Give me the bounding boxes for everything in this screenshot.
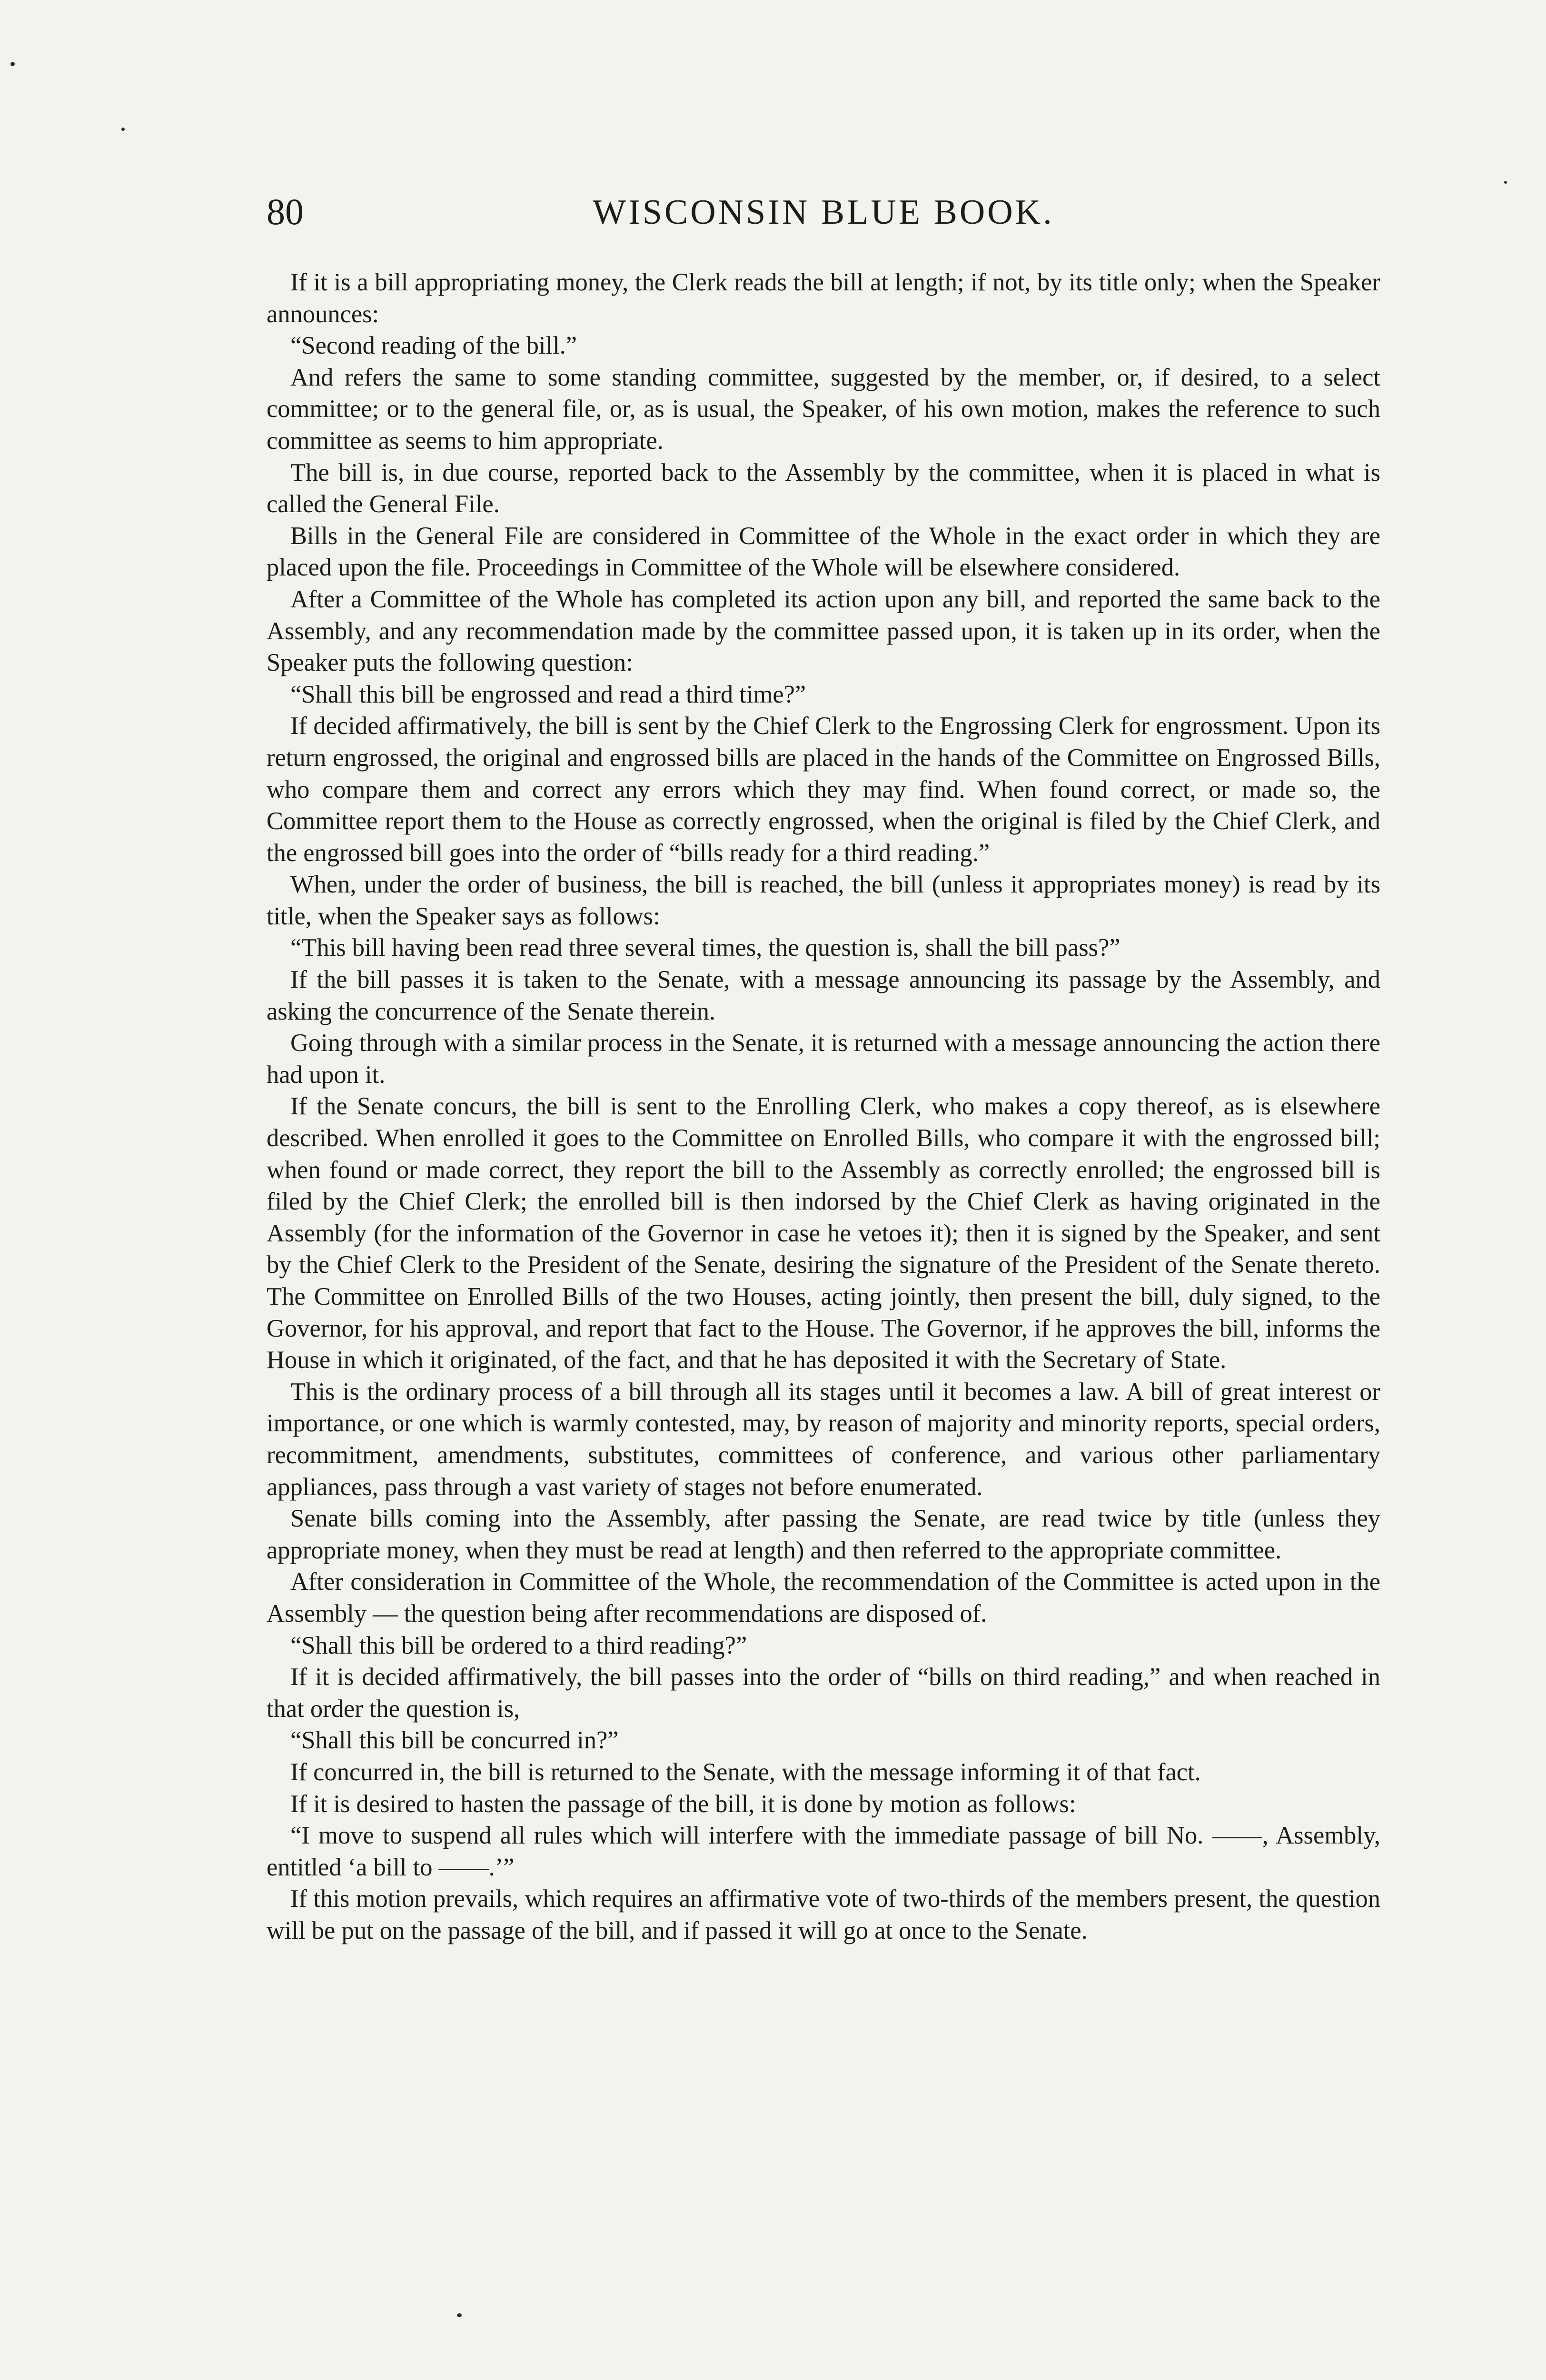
paragraph: After consideration in Committee of the Whole, the recommendation of the Committee is acted upon in the Assembly — the question being after recommendations are disposed of. — [267, 1568, 1380, 1627]
paragraph: This is the ordinary process of a bill through all its stages until it becomes a law. A bill of great interest or importance, or one which is warmly contested, may, by reason of majority and minority reports, special orders, recommitment, amendments, substitutes, committees of conference, and various other parliamentary appliances, pass through a vast variety of stages not before enumerated. — [267, 1378, 1380, 1501]
paragraph: If the Senate concurs, the bill is sent to the Enrolling Clerk, who makes a copy thereof, as is elsewhere described. When enrolled it goes to the Committee on Enrolled Bills, who compare it with the engrossed bill; when found or made correct, they report the bill to the Assembly as correctly enrolled; the engrossed bill is filed by the Chief Clerk; the enrolled bill is then indorsed by the Chief Clerk as having originated in the Assembly (for the information of the Governor in case he vetoes it); then it is signed by the Speaker, and sent by the Chief Clerk to the President of the Senate, desiring the signature of the President of the Senate thereto. The Committee on Enrolled Bills of the two Houses, acting jointly, then present the bill, duly signed, to the Governor, for his approval, and report that fact to the House. The Governor, if he approves the bill, informs the House in which it originated, of the fact, and that he has deposited it with the Secretary of State. — [267, 1092, 1380, 1374]
paragraph: If the bill passes it is taken to the Senate, with a message announcing its passage by the Assembly, and asking the concurrence of the Senate therein. — [267, 966, 1380, 1025]
paragraph: If concurred in, the bill is returned to the Senate, with the message informing it of that fact. — [290, 1758, 1201, 1786]
scan-speck — [1504, 181, 1507, 184]
paragraph: The bill is, in due course, reported back to the Assembly by the committee, when it is placed in what is called the General File. — [267, 458, 1380, 518]
paragraph: If decided affirmatively, the bill is sent by the Chief Clerk to the Engrossing Clerk for engrossment. Upon its return engrossed, the original and engrossed bills are placed in the hands of the Committee on Engrossed Bills, who compare them and correct any errors which they may find. When found correct, or made so, the Committee report them to the House as correctly engrossed, when the original is filed by the Chief Clerk, and the engrossed bill goes into the order of “bills ready for a third reading.” — [267, 712, 1380, 867]
paragraph: After a Committee of the Whole has completed its action upon any bill, and reported the same back to the Assembly, and any recommendation made by the committee passed upon, it is taken up in its order, when the Speaker puts the following question: — [267, 585, 1380, 677]
paragraph: Senate bills coming into the Assembly, after passing the Senate, are read twice by title (unless they appropriate money, when they must be read at length) and then referred to the appropriate committee. — [267, 1505, 1380, 1564]
running-head: WISCONSIN BLUE BOOK. — [593, 193, 1054, 232]
body-text — [267, 267, 1380, 1946]
page-number: 80 — [267, 191, 304, 232]
page-header — [267, 190, 1380, 243]
scan-speck — [457, 2313, 462, 2317]
quoted-question: “Shall this bill be ordered to a third reading?” — [290, 1631, 747, 1659]
quoted-motion: “I move to suspend all rules which will interfere with the immediate passage of bill No. ——, Assembly, entitled ‘a bill to ——.’” — [267, 1822, 1380, 1881]
paragraph: If this motion prevails, which requires an affirmative vote of two-thirds of the members present, the question will be put on the passage of the bill, and if passed it will go at once to the Senate. — [267, 1885, 1380, 1944]
paragraph: If it is a bill appropriating money, the Clerk reads the bill at length; if not, by its title only; when the Speaker announces: — [267, 268, 1380, 328]
quoted-question: “Second reading of the bill.” — [290, 332, 577, 360]
scan-speck — [10, 62, 15, 66]
paragraph: If it is decided affirmatively, the bill passes into the order of “bills on third reading,” and when reached in that order the question is, — [267, 1663, 1380, 1723]
paragraph: Going through with a similar process in the Senate, it is returned with a message announcing the action there had upon it. — [267, 1029, 1380, 1089]
paragraph: Bills in the General File are considered in Committee of the Whole in the exact order in which they are placed upon the file. Proceedings in Committee of the Whole will be elsewhere considered. — [267, 522, 1380, 582]
scan-speck — [121, 128, 125, 131]
quoted-question: “Shall this bill be concurred in?” — [290, 1726, 619, 1755]
quoted-question: “Shall this bill be engrossed and read a third time?” — [290, 680, 806, 708]
paragraph: If it is desired to hasten the passage of the bill, it is done by motion as follows: — [290, 1790, 1076, 1818]
paragraph: And refers the same to some standing committee, suggested by the member, or, if desired, to a select committee; or to the general file, or, as is usual, the Speaker, of his own motion, makes the reference to such committee as seems to him appropriate. — [267, 363, 1380, 455]
paragraph: When, under the order of business, the bill is reached, the bill (unless it appropriates money) is read by its title, when the Speaker says as follows: — [267, 871, 1380, 930]
quoted-question: “This bill having been read three several times, the question is, shall the bill pass?” — [290, 934, 1120, 962]
